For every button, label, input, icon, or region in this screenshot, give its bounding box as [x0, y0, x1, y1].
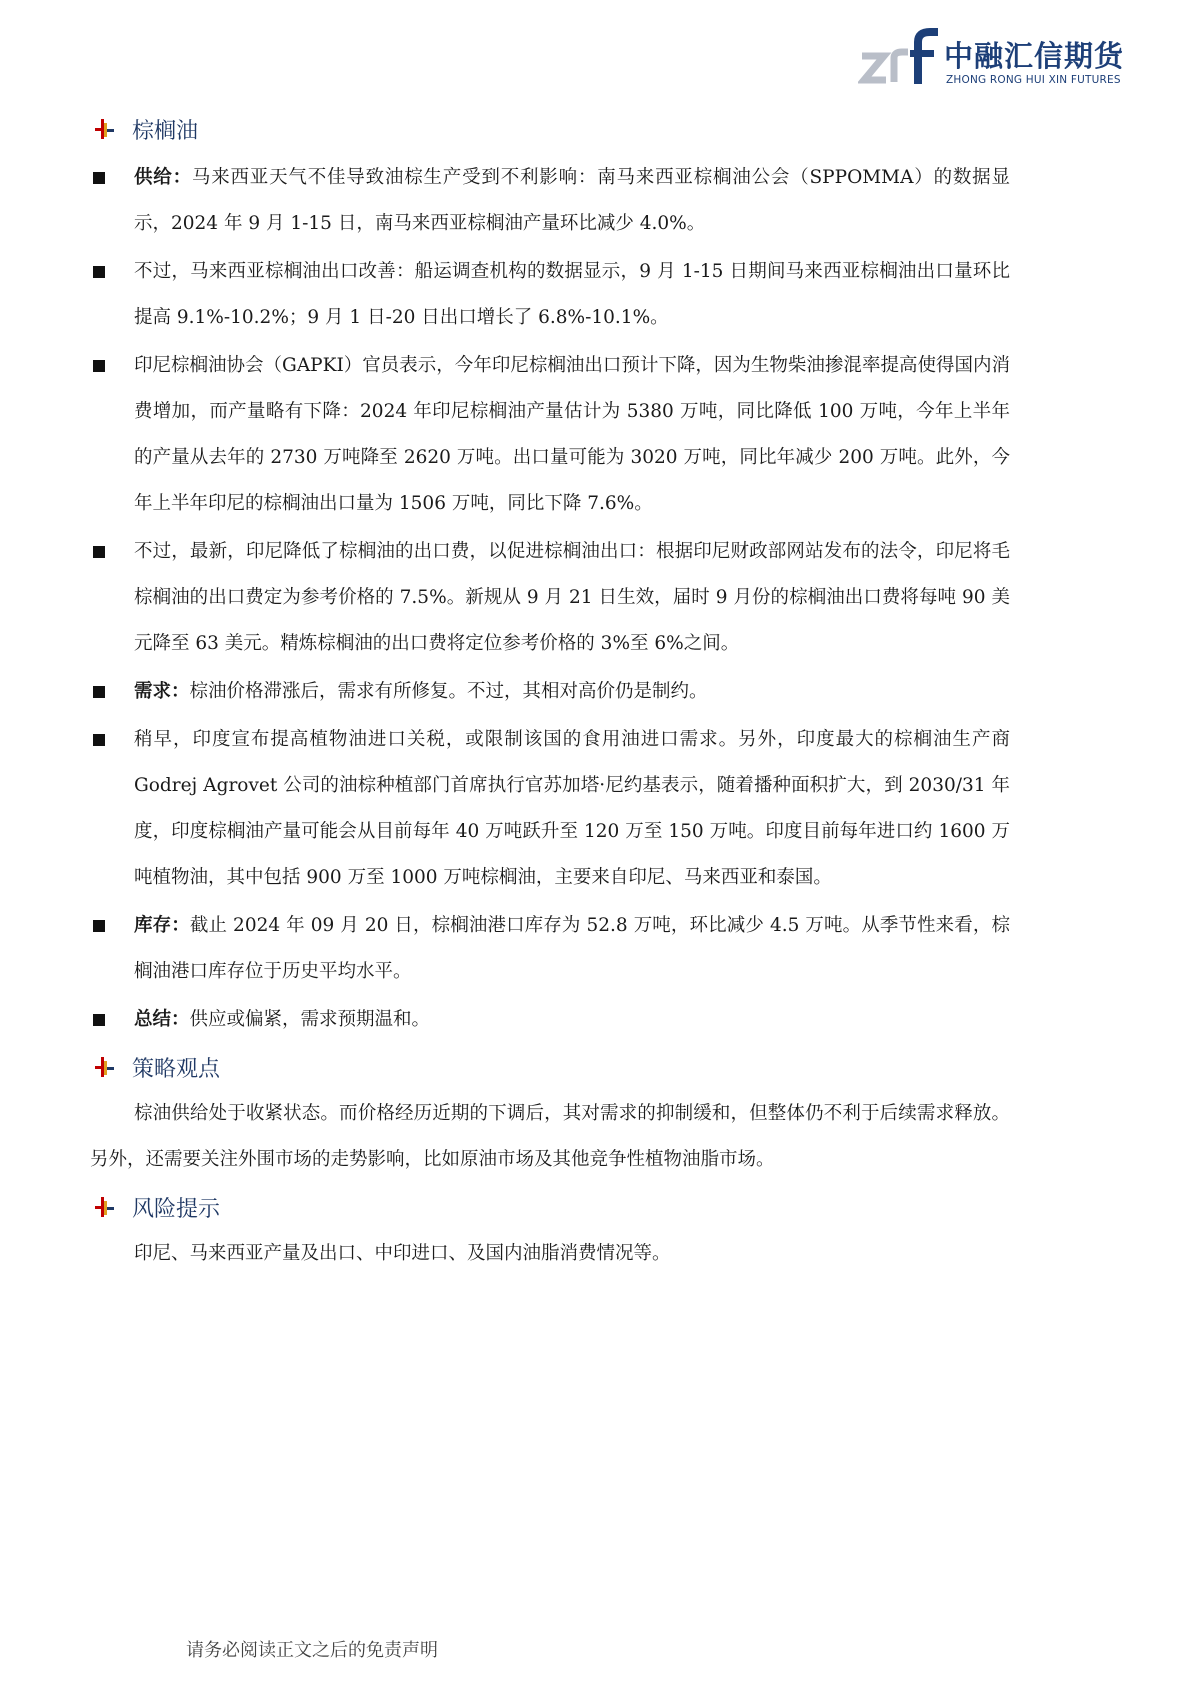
bullet-text: 不过，最新，印尼降低了棕榈油的出口费，以促进棕榈油出口：根据印尼财政部网站发布的法令，印尼将毛棕榈油的出口费定为参考价格的 7.5%。新规从 9 月 21 日生效，届时 9 月份的棕榈油出口费将每吨 90 美元降至 63 美元。精炼棕榈油的出口费将定位参考价格的 3%至 6%之间。 [134, 541, 1010, 654]
section-marker-icon [92, 1055, 116, 1079]
section-title-text: 风险提示 [132, 1196, 221, 1222]
bullet-square-icon [93, 920, 105, 932]
bullet-item [90, 997, 1010, 1043]
bullet-square-icon [93, 546, 105, 558]
zrf-logo-mark [858, 28, 940, 88]
bullet-label: 需求： [134, 681, 190, 702]
bullet-label: 总结： [134, 1009, 190, 1030]
bullet-item [90, 669, 1010, 715]
section-marker-icon [92, 1195, 116, 1219]
strategy-paragraph: 棕油供给处于收紧状态。而价格经历近期的下调后，其对需求的抑制缓和，但整体仍不利于后续需求释放。另外，还需要关注外围市场的走势影响，比如原油市场及其他竞争性植物油脂市场。 [90, 1103, 1010, 1170]
footer-disclaimer: 请务必阅读正文之后的免责声明 [186, 1640, 438, 1661]
bullet-text: 印尼棕榈油协会（GAPKI）官员表示，今年印尼棕榈油出口预计下降，因为生物柴油掺混率提高使得国内消费增加，而产量略有下降：2024 年印尼棕榈油产量估计为 5380 万吨，同比降低 100 万吨，今年上半年的产量从去年的 2730 万吨降至 2620 万吨。出口量可能为 3020 万吨，同比年减少 200 万吨。此外，今年上半年印尼的棕榈油出口量为 1506 万吨，同比下降 7.6%。 [134, 355, 1010, 514]
bullet-text: 马来西亚天气不佳导致油棕生产受到不利影响：南马来西亚棕榈油公会（SPPOMMA）的数据显示，2024 年 9 月 1-15 日，南马来西亚棕榈油产量环比减少 4.0%。 [134, 167, 1010, 234]
bullet-label: 库存： [134, 915, 190, 936]
bullet-item [90, 529, 1010, 667]
report-body [90, 105, 1010, 1277]
bullet-text: 不过，马来西亚棕榈油出口改善：船运调查机构的数据显示，9 月 1-15 日期间马来西亚棕榈油出口量环比提高 9.1%-10.2%；9 月 1 日-20 日出口增长了 6.8%-10.1%。 [134, 261, 1010, 328]
bullet-item [90, 155, 1010, 247]
bullet-text: 供应或偏紧，需求预期温和。 [189, 1009, 431, 1030]
bullet-label: 供给： [134, 167, 192, 188]
section-title-palm-oil [90, 105, 1010, 153]
risk-paragraph: 印尼、马来西亚产量及出口、中印进口、及国内油脂消费情况等。 [134, 1243, 671, 1264]
bullet-square-icon [93, 360, 105, 372]
section-title-text: 策略观点 [132, 1056, 221, 1082]
bullet-text: 棕油价格滞涨后，需求有所修复。不过，其相对高价仍是制约。 [189, 681, 708, 702]
company-logo [858, 28, 1140, 90]
bullet-square-icon [93, 686, 105, 698]
bullet-square-icon [93, 172, 105, 184]
bullet-square-icon [93, 266, 105, 278]
bullet-item [90, 717, 1010, 901]
bullet-item [90, 903, 1010, 995]
bullet-square-icon [93, 1014, 105, 1026]
section-title-risk [90, 1183, 1010, 1231]
bullet-text: 稍早，印度宣布提高植物油进口关税，或限制该国的食用油进口需求。另外，印度最大的棕榈油生产商 Godrej Agrovet 公司的油棕种植部门首席执行官苏加塔·尼约基表示，随着播种面积扩大，到 2030/31 年度，印度棕榈油产量可能会从目前每年 40 万吨跃升至 120 万至 150 万吨。印度目前每年进口约 1600 万吨植物油，其中包括 900 万至 1000 万吨棕榈油，主要来自印尼、马来西亚和泰国。 [134, 729, 1010, 888]
section-title-strategy [90, 1043, 1010, 1091]
bullet-item [90, 249, 1010, 341]
logo-english-name: ZHONG RONG HUI XIN FUTURES [946, 74, 1121, 86]
bullet-text: 截止 2024 年 09 月 20 日，棕榈油港口库存为 52.8 万吨，环比减少 4.5 万吨。从季节性来看，棕榈油港口库存位于历史平均水平。 [134, 915, 1010, 982]
section-marker-icon [92, 117, 116, 141]
bullet-item [90, 343, 1010, 527]
logo-chinese-name: 中融汇信期货 [944, 39, 1125, 73]
section-title-text: 棕榈油 [132, 118, 199, 144]
bullet-square-icon [93, 734, 105, 746]
